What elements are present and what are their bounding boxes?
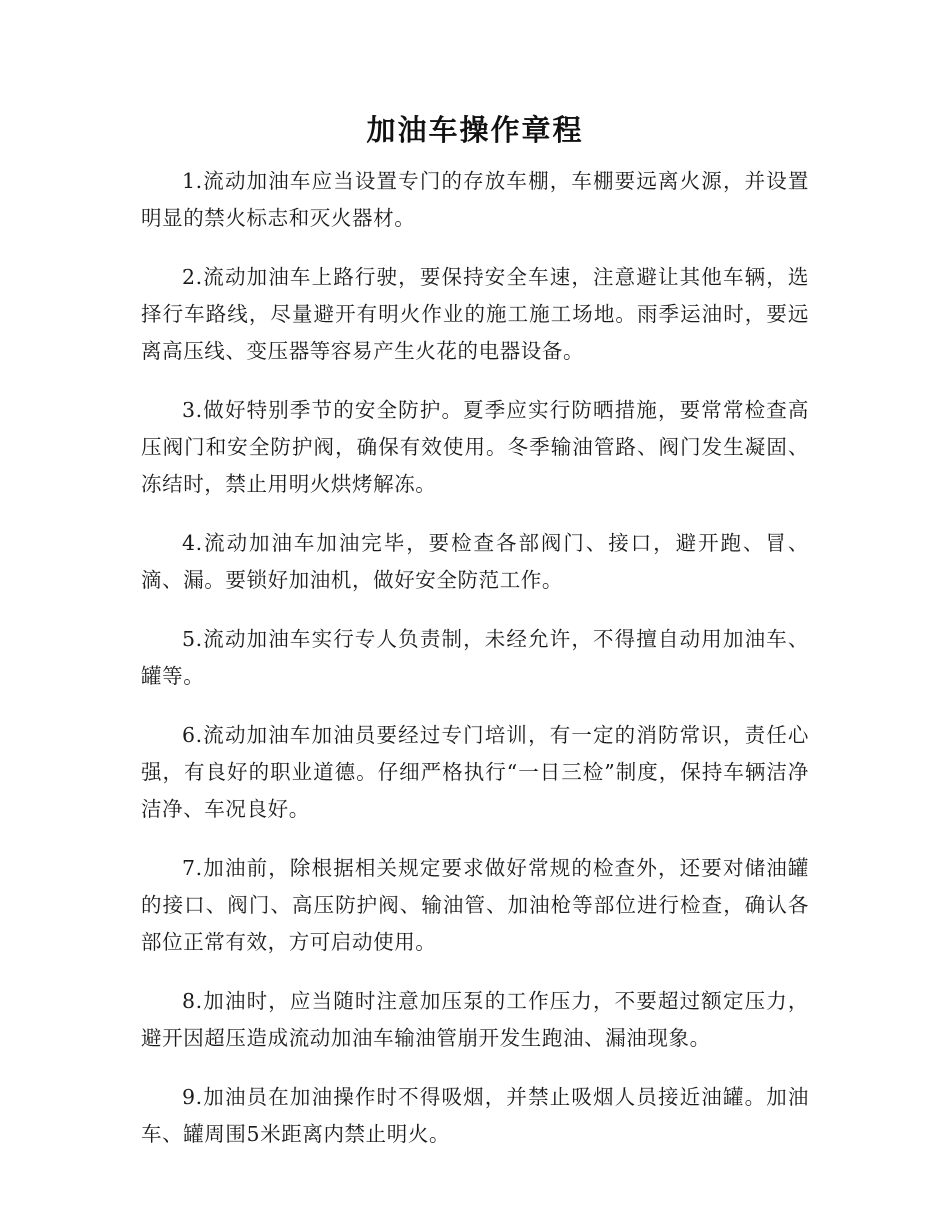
document-body bbox=[141, 163, 809, 1175]
document-title: 加油车操作章程 bbox=[366, 113, 584, 147]
paragraph-8: 8.加油时，应当随时注意加压泵的工作压力，不要超过额定压力，避开因超压造成流动加油车输油管崩开发生跑油、漏油现象。 bbox=[141, 989, 809, 1050]
paragraph-4: 4.流动加油车加油完毕，要检查各部阀门、接口，避开跑、冒、滴、漏。要锁好加油机，做好安全防范工作。 bbox=[141, 531, 809, 592]
paragraph-3: 3.做好特别季节的安全防护。夏季应实行防晒措施，要常常检查高压阀门和安全防护阀，确保有效使用。冬季输油管路、阀门发生凝固、冻结时，禁止用明火烘烤解冻。 bbox=[141, 398, 809, 496]
paragraph-6: 6.流动加油车加油员要经过专门培训，有一定的消防常识，责任心强，有良好的职业道德。仔细严格执行“一日三检”制度，保持车辆洁净洁净、车况良好。 bbox=[141, 723, 809, 821]
paragraph-7: 7.加油前，除根据相关规定要求做好常规的检查外，还要对储油罐的接口、阀门、高压防护阀、输油管、加油枪等部位进行检查，确认各部位正常有效，方可启动使用。 bbox=[141, 856, 809, 954]
paragraph-5: 5.流动加油车实行专人负责制，未经允许，不得擅自动用加油车、罐等。 bbox=[141, 627, 809, 688]
paragraph-2: 2.流动加油车上路行驶，要保持安全车速，注意避让其他车辆，选择行车路线，尽量避开有明火作业的施工施工场地。雨季运油时，要远离高压线、变压器等容易产生火花的电器设备。 bbox=[141, 265, 809, 363]
paragraph-9: 9.加油员在加油操作时不得吸烟，并禁止吸烟人员接近油罐。加油车、罐周围5米距离内禁止明火。 bbox=[141, 1085, 809, 1146]
paragraph-1: 1.流动加油车应当设置专门的存放车棚，车棚要远离火源，并设置明显的禁火标志和灭火器材。 bbox=[141, 169, 809, 230]
